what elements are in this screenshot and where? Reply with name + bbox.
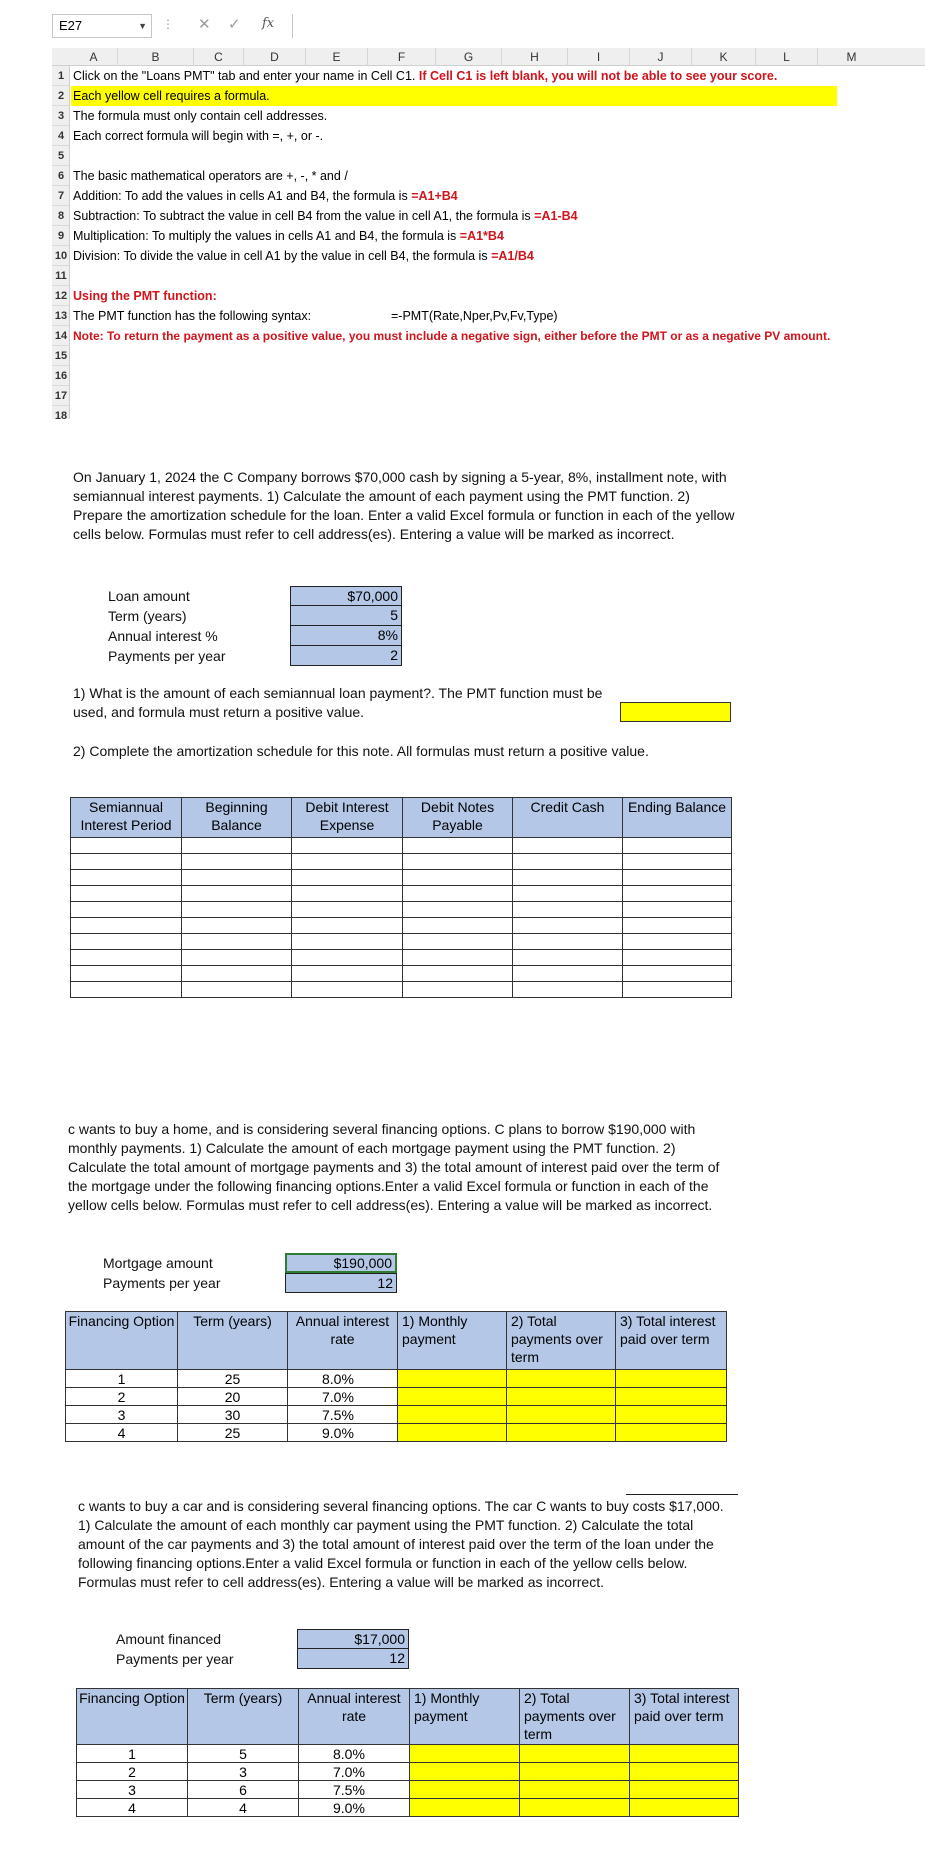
loan-intro: On January 1, 2024 the C Company borrows $70,000 cash by signing a 5-year, 8%, installment note, with semiannual interest payments. 1) Calculate the amount of each payment using the PMT function. 2) Prepare the amortization schedule for the loan. Enter a valid Excel formula or function in each of the yellow cells below. Formulas must refer to cell address(es). Entering a value will be marked as incorrect. (73, 469, 735, 542)
option-cell[interactable]: 3 (66, 1406, 178, 1424)
monthly-payment-answer-cell[interactable] (398, 1388, 507, 1406)
column-header-j[interactable]: J (630, 48, 692, 66)
amortization-table (70, 797, 732, 998)
total-payments-answer-cell[interactable] (507, 1370, 616, 1388)
name-box[interactable] (52, 14, 152, 38)
instruction-row-12[interactable]: Using the PMT function: (73, 289, 217, 303)
term-cell[interactable]: 25 (178, 1424, 288, 1442)
term-cell[interactable]: 5 (188, 1745, 299, 1763)
total-interest-answer-cell[interactable] (616, 1406, 727, 1424)
total-interest-answer-cell[interactable] (630, 1745, 739, 1763)
loan-rate-cell[interactable]: 8% (290, 626, 402, 646)
instruction-row-2[interactable] (71, 86, 837, 106)
column-header-f[interactable]: F (368, 48, 436, 66)
mortgage-amount-label: Mortgage amount (103, 1255, 213, 1271)
rate-cell[interactable]: 9.0% (288, 1424, 398, 1442)
instruction-row-8[interactable]: Subtraction: To subtract the value in cell B4 from the value in cell A1, the formula is =A1-B4 (73, 209, 578, 223)
header-period: Semiannual Interest Period (71, 798, 182, 838)
column-header-g[interactable]: G (436, 48, 502, 66)
table-row (71, 982, 732, 998)
header-ending-balance: Ending Balance (623, 798, 732, 838)
column-header-h[interactable]: H (502, 48, 568, 66)
instruction-row-14[interactable]: Note: To return the payment as a positive value, you must include a negative sign, either before the PMT or as a negative PV amount. (73, 329, 831, 343)
table-row (66, 1424, 727, 1442)
mortgage-payments-cell[interactable]: 12 (285, 1273, 397, 1293)
table-row (71, 966, 732, 982)
total-interest-answer-cell[interactable] (616, 1424, 727, 1442)
example-formula: =A1*B4 (459, 229, 504, 243)
row-header[interactable]: 14 (52, 326, 70, 346)
term-cell[interactable]: 4 (188, 1799, 299, 1817)
car-amount-label: Amount financed (116, 1631, 222, 1647)
column-header-l[interactable]: L (756, 48, 818, 66)
column-header-m[interactable]: M (846, 50, 857, 64)
option-cell[interactable]: 2 (77, 1763, 188, 1781)
car-intro: c wants to buy a car and is considering several financing options. The car C wants to buy costs $17,000. 1) Calculate the amount of each monthly car payment using the PMT function. 2) Calculate the total amount of the car payments and 3) the total amount of interest paid over the term of the loan under the following financing options.Enter a valid Excel formula or function in each of the yellow cells below. Formulas must refer to cell address(es). Entering a value will be marked as incorrect. (78, 1498, 724, 1590)
monthly-payment-answer-cell[interactable] (410, 1799, 520, 1817)
row-header[interactable]: 2 (52, 86, 70, 106)
header-financing-option: Financing Option (77, 1689, 188, 1745)
header-total-interest: 3) Total interest paid over term (630, 1689, 739, 1745)
total-interest-answer-cell[interactable] (616, 1388, 727, 1406)
table-row (71, 870, 732, 886)
header-beginning-balance: Beginning Balance (182, 798, 292, 838)
loan-question-1: 1) What is the amount of each semiannual loan payment?. The PMT function must be used, and formula must return a positive value. (73, 685, 603, 720)
formula-input[interactable] (292, 14, 925, 38)
column-header-k[interactable]: K (692, 48, 756, 66)
option-cell[interactable]: 1 (77, 1745, 188, 1763)
term-cell[interactable]: 30 (178, 1406, 288, 1424)
option-cell[interactable]: 4 (77, 1799, 188, 1817)
term-cell[interactable]: 3 (188, 1763, 299, 1781)
instruction-row-13[interactable]: The PMT function has the following syntax: =-PMT(Rate,Nper,Pv,Fv,Type) (73, 306, 311, 326)
car-payments-cell[interactable]: 12 (297, 1649, 409, 1669)
row-header[interactable]: 8 (52, 206, 70, 226)
rate-cell[interactable]: 7.0% (288, 1388, 398, 1406)
column-header-b[interactable]: B (118, 48, 194, 66)
column-header-a[interactable]: A (70, 48, 118, 66)
monthly-payment-answer-cell[interactable] (410, 1763, 520, 1781)
row-header[interactable]: 11 (52, 266, 70, 286)
row-header[interactable]: 16 (52, 366, 70, 386)
table-row (77, 1799, 739, 1817)
header-interest-rate: Annual interest rate (299, 1689, 410, 1745)
table-row (77, 1745, 739, 1763)
mortgage-amount-cell[interactable]: $190,000 (285, 1253, 397, 1273)
rate-cell[interactable]: 7.5% (299, 1781, 410, 1799)
rate-cell[interactable]: 9.0% (299, 1799, 410, 1817)
monthly-payment-answer-cell[interactable] (398, 1406, 507, 1424)
total-interest-answer-cell[interactable] (630, 1763, 739, 1781)
amortization-header-row (71, 798, 732, 838)
column-header-i[interactable]: I (568, 48, 630, 66)
monthly-payment-answer-cell[interactable] (410, 1781, 520, 1799)
monthly-payment-answer-cell[interactable] (398, 1424, 507, 1442)
example-formula: =A1/B4 (491, 249, 534, 263)
name-box-value: E27 (59, 18, 83, 33)
header-total-payments: 2) Total payments over term (507, 1312, 616, 1370)
row-header[interactable]: 7 (52, 186, 70, 206)
table-row (66, 1388, 727, 1406)
table-row (71, 886, 732, 902)
mortgage-intro: c wants to buy a home, and is considering several financing options. C plans to borrow $190,000 with monthly payments. 1) Calculate the amount of each mortgage payment using the PMT function. 2) Calculate the total amount of mortgage payments and 3) the total amount of interest paid over the term of the mortgage under the following financing options.Enter a valid Excel formula or function in each of the yellow cells below. Formulas must refer to cell address(es). Entering a value will be marked as incorrect. (68, 1121, 720, 1213)
row-header[interactable]: 13 (52, 306, 70, 326)
row-header[interactable]: 17 (52, 386, 70, 406)
row-header[interactable]: 18 (52, 406, 70, 419)
car-header-row (77, 1689, 739, 1745)
example-formula: =A1-B4 (534, 209, 578, 223)
rate-cell[interactable]: 8.0% (288, 1370, 398, 1388)
loan-rate-label: Annual interest % (108, 628, 218, 644)
instruction-row-9[interactable]: Multiplication: To multiply the values in cells A1 and B4, the formula is =A1*B4 (73, 229, 504, 243)
loan-question-2: 2) Complete the amortization schedule for this note. All formulas must return a positive value. (73, 743, 649, 759)
table-row (66, 1406, 727, 1424)
header-term: Term (years) (188, 1689, 299, 1745)
total-payments-answer-cell[interactable] (507, 1424, 616, 1442)
option-cell[interactable]: 4 (66, 1424, 178, 1442)
column-header-d[interactable]: D (244, 48, 306, 66)
column-header-e[interactable]: E (306, 48, 368, 66)
option-cell[interactable]: 3 (77, 1781, 188, 1799)
instruction-row-6[interactable]: The basic mathematical operators are +, -, * and / (73, 169, 348, 183)
row-header[interactable]: 12 (52, 286, 70, 306)
cancel-formula-icon[interactable]: ✕ (198, 15, 211, 33)
pmt-syntax: =-PMT(Rate,Nper,Pv,Fv,Type) (391, 309, 558, 323)
table-row (77, 1781, 739, 1799)
monthly-payment-answer-cell[interactable] (398, 1370, 507, 1388)
instruction-text: Click on the "Loans PMT" tab and enter your name in Cell C1. (73, 69, 416, 83)
formula-bar (0, 0, 925, 44)
table-row (71, 902, 732, 918)
instruction-text: Each yellow cell requires a formula. (73, 89, 270, 103)
header-notes-payable: Debit Notes Payable (403, 798, 513, 838)
instruction-row-4[interactable]: Each correct formula will begin with =, +, or -. (73, 129, 324, 143)
table-row (77, 1763, 739, 1781)
insert-function-icon[interactable]: fx (262, 16, 275, 31)
term-cell[interactable]: 6 (188, 1781, 299, 1799)
mortgage-table (65, 1311, 727, 1442)
car-payments-label: Payments per year (116, 1651, 234, 1667)
total-interest-answer-cell[interactable] (616, 1370, 727, 1388)
column-header-bar (52, 48, 925, 66)
row-header[interactable]: 6 (52, 166, 70, 186)
instruction-row-1[interactable] (73, 66, 777, 86)
total-interest-answer-cell[interactable] (630, 1781, 739, 1799)
row-header[interactable]: 4 (52, 126, 70, 146)
loan-payments-cell[interactable]: 2 (290, 646, 402, 666)
monthly-payment-answer-cell[interactable] (410, 1745, 520, 1763)
instruction-row-10[interactable]: Division: To divide the value in cell A1 by the value in cell B4, the formula is =A1/B4 (73, 249, 534, 263)
header-interest-rate: Annual interest rate (288, 1312, 398, 1370)
loan-term-cell[interactable]: 5 (290, 606, 402, 626)
total-payments-answer-cell[interactable] (507, 1406, 616, 1424)
total-payments-answer-cell[interactable] (520, 1781, 630, 1799)
rate-cell[interactable]: 8.0% (299, 1745, 410, 1763)
table-row (71, 918, 732, 934)
divider (626, 1494, 738, 1495)
table-row (71, 854, 732, 870)
total-payments-answer-cell[interactable] (520, 1745, 630, 1763)
row-header-bar (52, 66, 70, 419)
loan-payment-answer-cell[interactable] (620, 702, 731, 722)
loan-payments-label: Payments per year (108, 648, 226, 664)
header-monthly-payment: 1) Monthly payment (398, 1312, 507, 1370)
instruction-row-7[interactable]: Addition: To add the values in cells A1 and B4, the formula is =A1+B4 (73, 189, 458, 203)
loan-amount-cell[interactable]: $70,000 (290, 586, 402, 606)
header-monthly-payment: 1) Monthly payment (410, 1689, 520, 1745)
header-financing-option: Financing Option (66, 1312, 178, 1370)
row-header[interactable]: 1 (52, 66, 70, 86)
rate-cell[interactable]: 7.0% (299, 1763, 410, 1781)
car-table (76, 1688, 739, 1817)
total-payments-answer-cell[interactable] (507, 1388, 616, 1406)
column-header-c[interactable]: C (194, 48, 244, 66)
instruction-row-3[interactable]: The formula must only contain cell addresses. (73, 109, 328, 123)
term-cell[interactable]: 25 (178, 1370, 288, 1388)
rate-cell[interactable]: 7.5% (288, 1406, 398, 1424)
confirm-formula-icon[interactable]: ✓ (228, 15, 241, 33)
example-formula: =A1+B4 (411, 189, 458, 203)
header-term: Term (years) (178, 1312, 288, 1370)
loan-term-label: Term (years) (108, 608, 187, 624)
option-cell[interactable]: 1 (66, 1370, 178, 1388)
table-row (71, 934, 732, 950)
row-header[interactable]: 9 (52, 226, 70, 246)
name-box-dropdown-icon[interactable]: ▼ (138, 21, 147, 31)
row-header[interactable]: 5 (52, 146, 70, 166)
table-row (71, 950, 732, 966)
header-credit-cash: Credit Cash (513, 798, 623, 838)
row-header[interactable]: 3 (52, 106, 70, 126)
table-row (66, 1370, 727, 1388)
total-payments-answer-cell[interactable] (520, 1763, 630, 1781)
row-header[interactable]: 15 (52, 346, 70, 366)
row-header[interactable]: 10 (52, 246, 70, 266)
warning-text: If Cell C1 is left blank, you will not be able to see your score. (418, 69, 778, 83)
mortgage-payments-label: Payments per year (103, 1275, 221, 1291)
formula-bar-grip-icon: ⋮ (162, 17, 174, 31)
table-row (71, 838, 732, 854)
header-total-interest: 3) Total interest paid over term (616, 1312, 727, 1370)
term-cell[interactable]: 20 (178, 1388, 288, 1406)
header-interest-expense: Debit Interest Expense (292, 798, 403, 838)
loan-amount-label: Loan amount (108, 588, 190, 604)
mortgage-header-row (66, 1312, 727, 1370)
total-interest-answer-cell[interactable] (630, 1799, 739, 1817)
option-cell[interactable]: 2 (66, 1388, 178, 1406)
car-amount-cell[interactable]: $17,000 (297, 1629, 409, 1649)
total-payments-answer-cell[interactable] (520, 1799, 630, 1817)
header-total-payments: 2) Total payments over term (520, 1689, 630, 1745)
